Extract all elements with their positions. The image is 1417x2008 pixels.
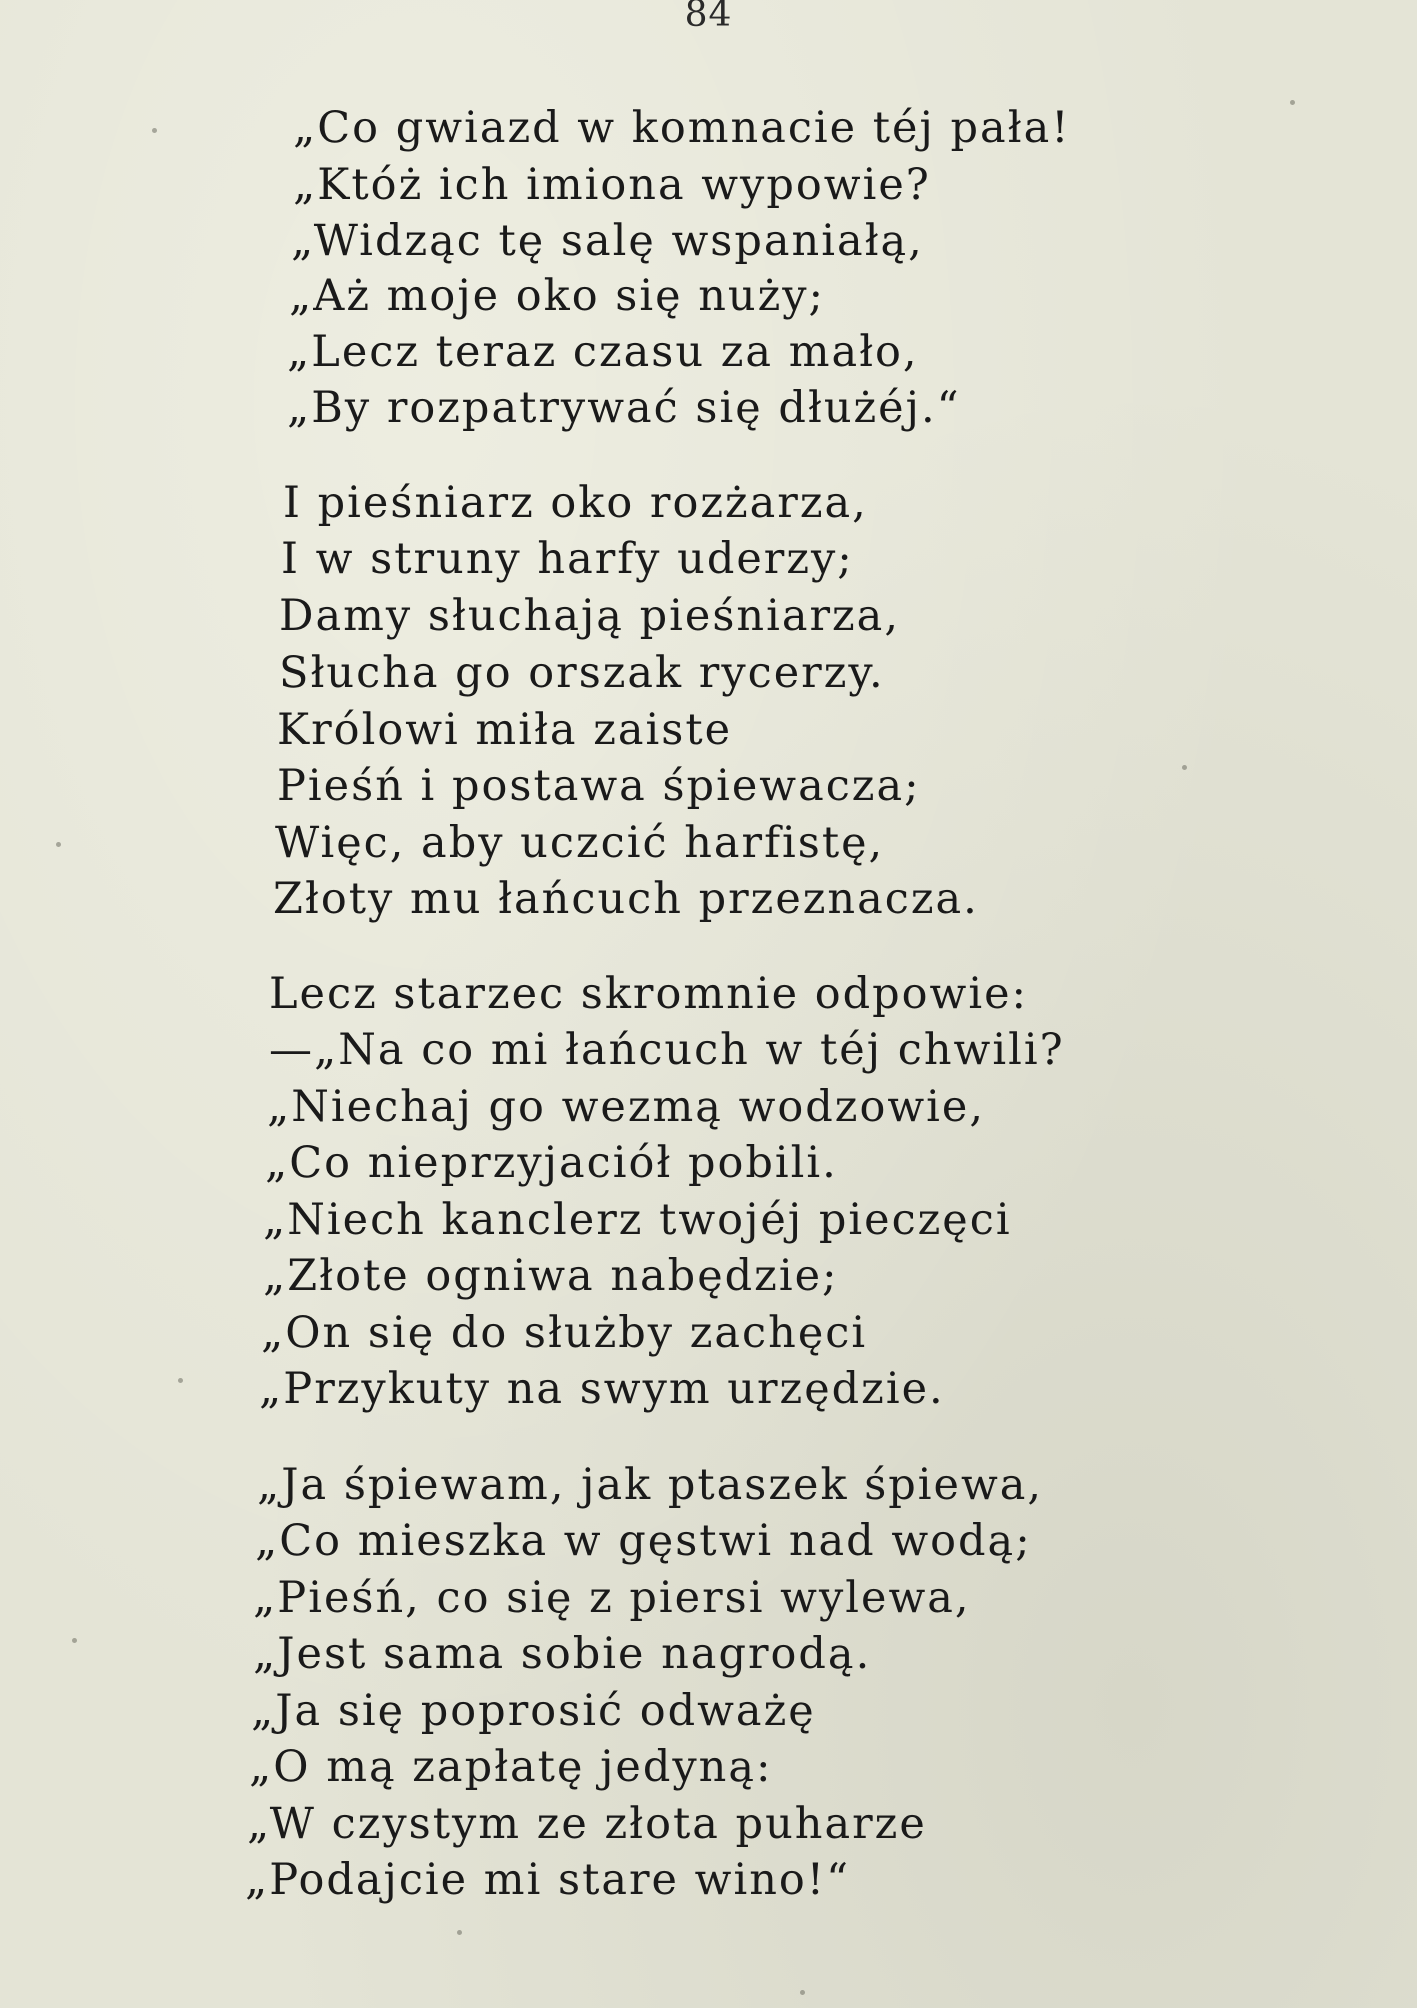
verse-line: „Podajcie mi stare wino!“ — [245, 1855, 851, 1905]
verse-line: Lecz starzec skromnie odpowie: — [269, 969, 1029, 1019]
verse-line: „Złote ogniwa nabędzie; — [263, 1251, 839, 1301]
verse-line: „Jest sama sobie nagrodą. — [253, 1629, 872, 1679]
verse-line: „W czystym ze złota puharze — [247, 1799, 927, 1849]
verse-line: „Co nieprzyjaciół pobili. — [265, 1138, 838, 1188]
verse-line: I pieśniarz oko rozżarza, — [283, 478, 868, 528]
verse-line: „Widząc tę salę wspaniałą, — [291, 216, 924, 266]
paper-speck — [800, 1990, 805, 1995]
verse-line: „Aż moje oko się nuży; — [289, 271, 826, 321]
verse-line: Pieśń i postawa śpiewacza; — [277, 761, 921, 811]
verse-line: Więc, aby uczcić harfistę, — [275, 818, 885, 868]
page-number: 84 — [684, 0, 733, 35]
verse-line: „O mą zapłatę jedyną: — [249, 1742, 773, 1792]
paper-speck — [1290, 100, 1295, 105]
verse-line: Złoty mu łańcuch przeznacza. — [273, 874, 979, 924]
verse-line: „Co mieszka w gęstwi nad wodą; — [255, 1516, 1032, 1566]
verse-line: Królowi miła zaiste — [277, 705, 733, 755]
verse-line: „Ja się poprosić odważę — [251, 1686, 816, 1736]
verse-line: I w struny harfy uderzy; — [281, 534, 854, 584]
verse-line: „Przykuty na swym urzędzie. — [259, 1364, 945, 1414]
paper-speck — [72, 1638, 77, 1643]
paper-speck — [152, 128, 157, 133]
verse-line: „Ja śpiewam, jak ptaszek śpiewa, — [257, 1460, 1044, 1510]
verse-line: „Lecz teraz czasu za mało, — [287, 327, 919, 377]
verse-line: „By rozpatrywać się dłużéj.“ — [287, 383, 961, 433]
paper-speck — [1182, 765, 1187, 770]
verse-line: „On się do służby zachęci — [261, 1308, 868, 1358]
paper-speck — [56, 842, 61, 847]
verse-line: —„Na co mi łańcuch w téj chwili? — [269, 1025, 1065, 1075]
verse-line: „Pieśń, co się z piersi wylewa, — [253, 1573, 971, 1623]
paper-speck — [178, 1378, 183, 1383]
verse-line: Słucha go orszak rycerzy. — [279, 648, 885, 698]
verse-line: „Któż ich imiona wypowie? — [293, 160, 931, 210]
verse-line: „Niech kanclerz twojéj pieczęci — [263, 1195, 1012, 1245]
verse-line: „Niechaj go wezmą wodzowie, — [267, 1082, 986, 1132]
paper-speck — [457, 1930, 462, 1935]
verse-line: „Co gwiazd w komnacie téj pała! — [293, 103, 1071, 153]
verse-line: Damy słuchają pieśniarza, — [279, 591, 900, 641]
